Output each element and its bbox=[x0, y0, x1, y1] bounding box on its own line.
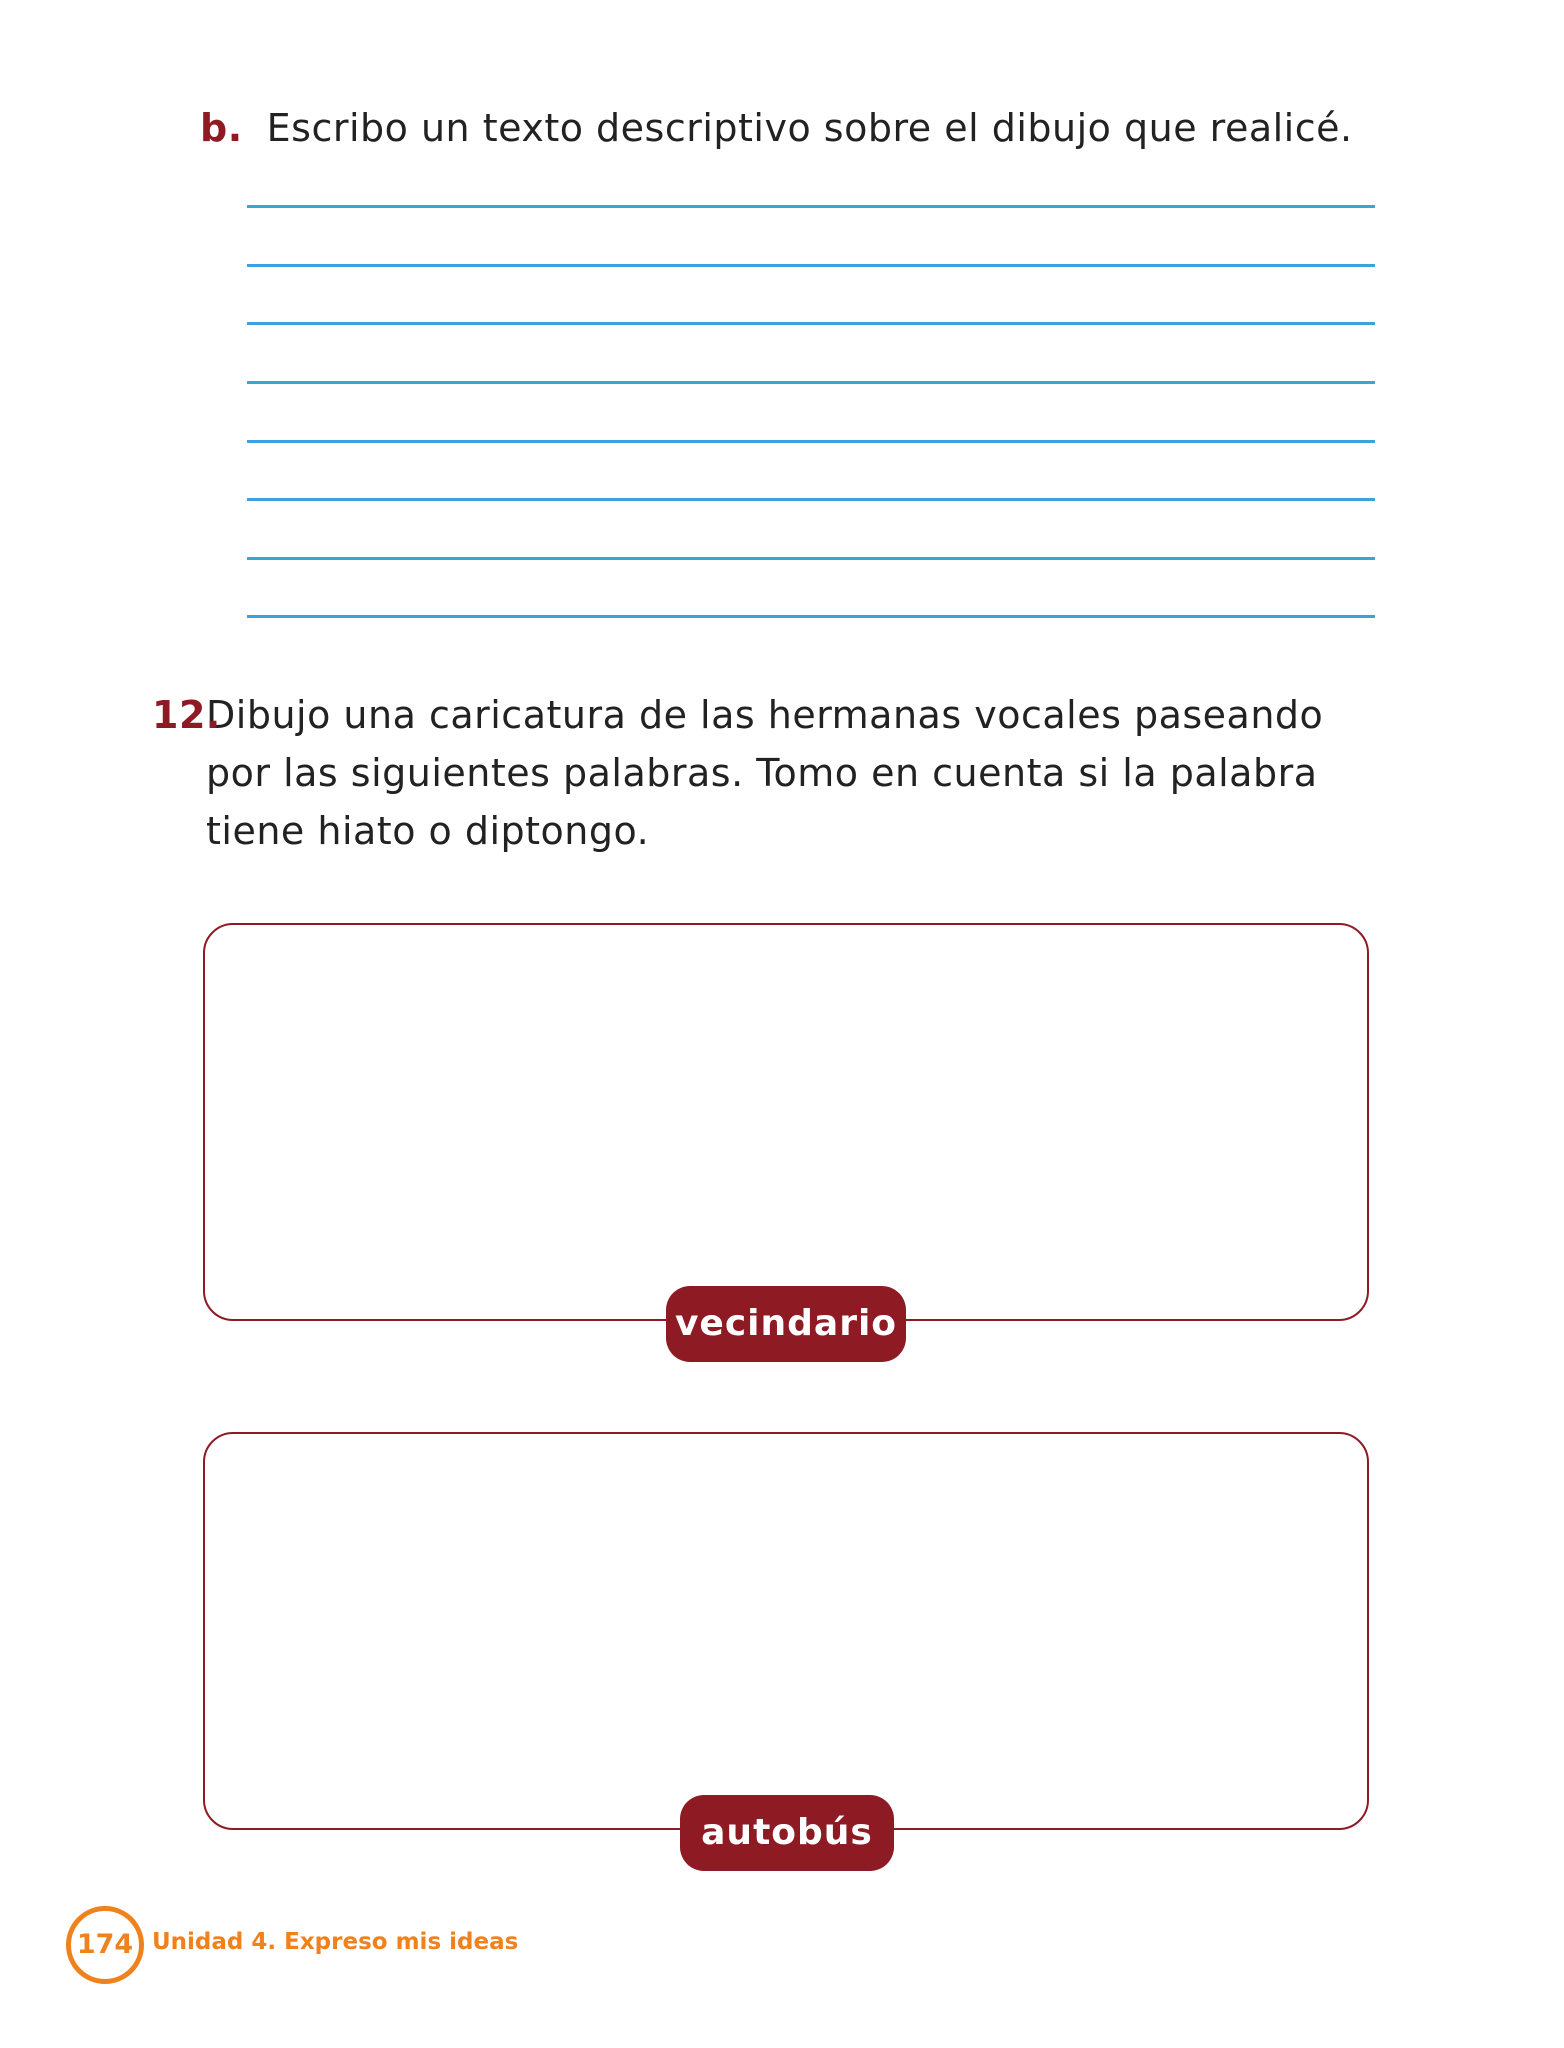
writing-line[interactable] bbox=[247, 381, 1375, 384]
writing-line[interactable] bbox=[247, 615, 1375, 618]
drawing-box-vecindario[interactable] bbox=[203, 923, 1369, 1321]
box-label-vecindario: vecindario bbox=[666, 1286, 906, 1362]
item-12-instruction bbox=[152, 686, 1382, 860]
item-12-number: 12. bbox=[152, 693, 221, 737]
item-12-text: Dibujo una caricatura de las hermanas vocales paseando por las siguientes palabras. Tomo en cuenta si la palabra tiene hiato o diptongo. bbox=[206, 693, 1324, 853]
writing-line[interactable] bbox=[247, 440, 1375, 443]
writing-line[interactable] bbox=[247, 557, 1375, 560]
writing-line[interactable] bbox=[247, 498, 1375, 501]
item-b-letter: b. bbox=[200, 106, 243, 150]
drawing-box-autobus[interactable] bbox=[203, 1432, 1369, 1830]
page-number-badge: 174 bbox=[66, 1906, 144, 1984]
writing-line[interactable] bbox=[247, 322, 1375, 325]
item-b-text: Escribo un texto descriptivo sobre el dibujo que realicé. bbox=[266, 106, 1353, 150]
writing-line[interactable] bbox=[247, 264, 1375, 267]
writing-line[interactable] bbox=[247, 205, 1375, 208]
item-b-instruction bbox=[200, 104, 1353, 152]
box-label-autobus: autobús bbox=[680, 1795, 894, 1871]
unit-title: Unidad 4. Expreso mis ideas bbox=[152, 1929, 519, 1955]
